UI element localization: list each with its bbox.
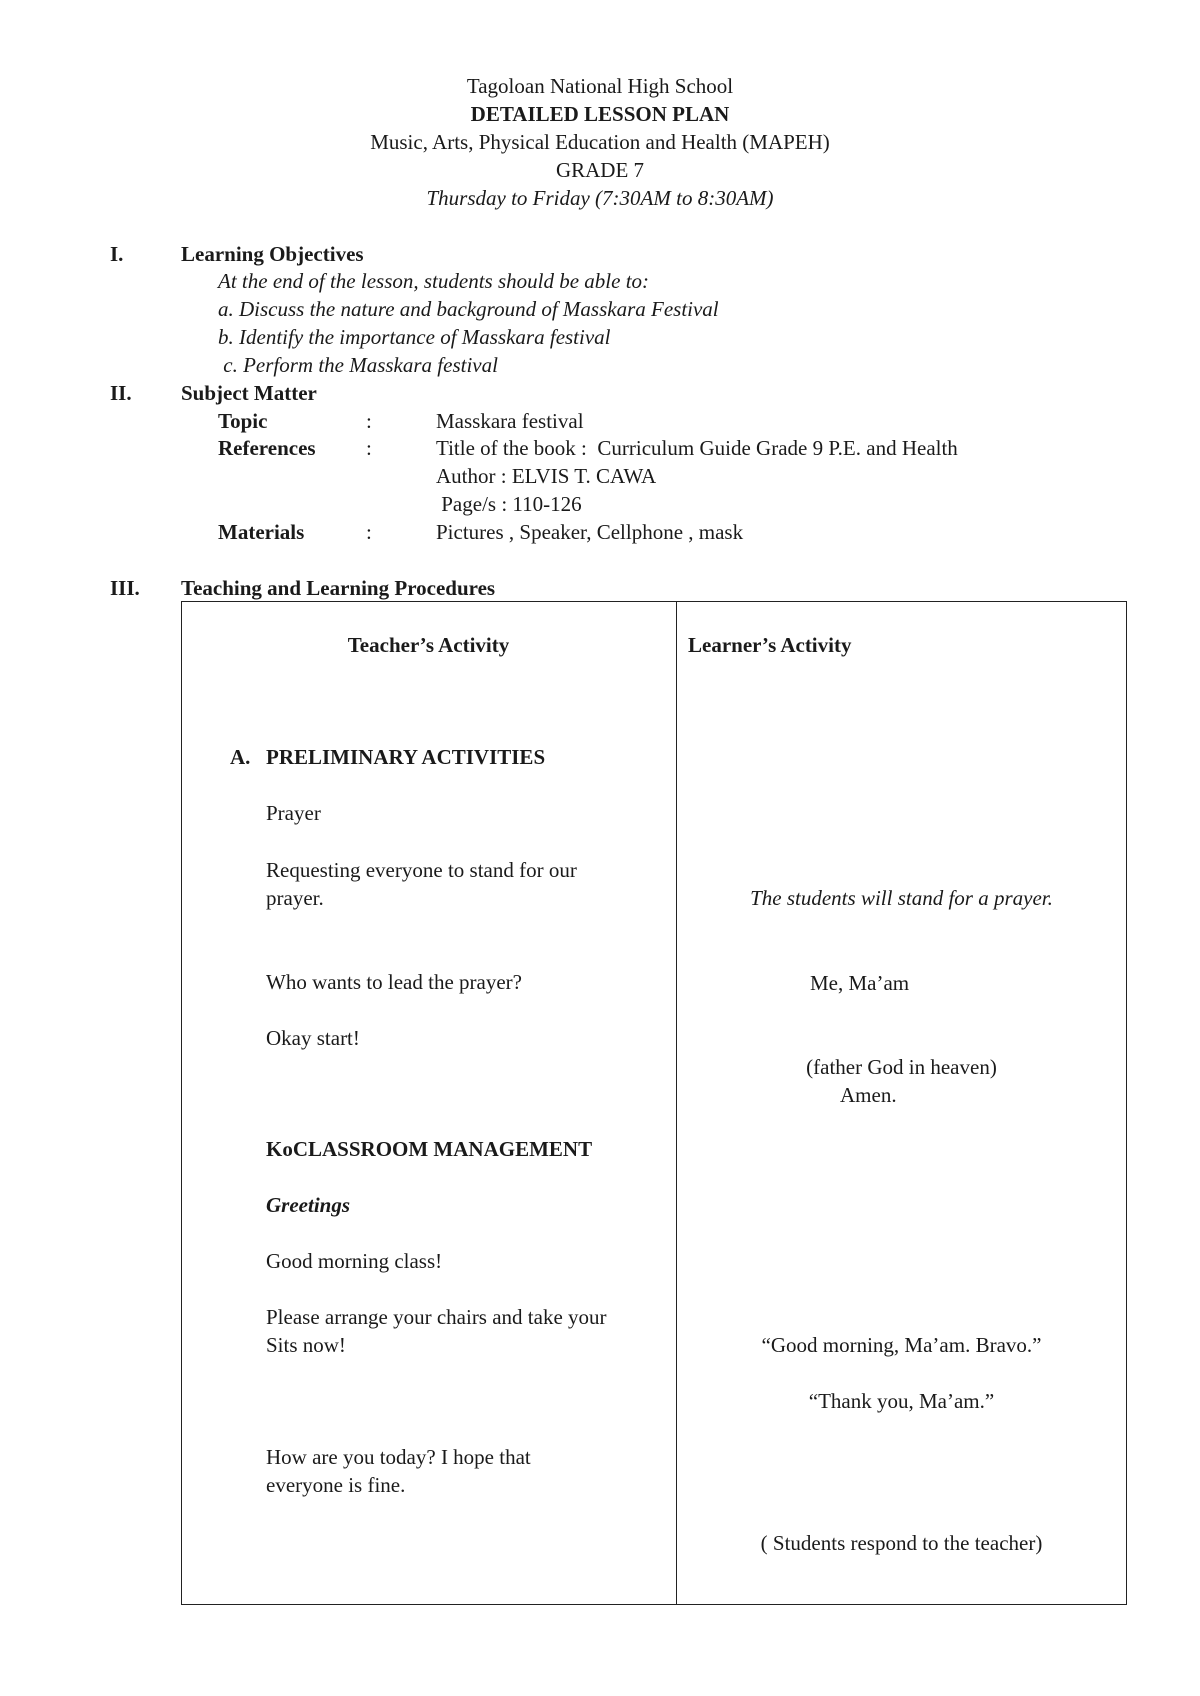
objective-item: a. Discuss the nature and background of Masskara Festival xyxy=(218,297,719,321)
prayer-label: Prayer xyxy=(266,801,321,825)
materials-label: Materials xyxy=(218,520,305,544)
learner-activity-header: Learner’s Activity xyxy=(688,633,852,657)
references-colon: : xyxy=(366,436,372,460)
objective-item: c. Perform the Masskara festival xyxy=(218,353,498,377)
prelim-letter: A. xyxy=(230,745,251,769)
learner-response: Amen. xyxy=(840,1083,897,1107)
reference-book: Title of the book : Curriculum Guide Grade 9 P.E. and Health xyxy=(436,436,958,460)
teacher-text: Please arrange your chairs and take your xyxy=(266,1305,607,1329)
teacher-text: Sits now! xyxy=(266,1333,346,1357)
section-3-numeral: III. xyxy=(110,576,140,600)
references-label: References xyxy=(218,436,316,460)
subject-line: Music, Arts, Physical Education and Health (MAPEH) xyxy=(370,130,830,154)
greetings-heading: Greetings xyxy=(266,1193,350,1217)
teacher-text: How are you today? I hope that xyxy=(266,1445,531,1469)
teacher-text: Who wants to lead the prayer? xyxy=(266,970,522,994)
teacher-text: Good morning class! xyxy=(266,1249,443,1273)
school-name: Tagoloan National High School xyxy=(466,74,734,98)
reference-author: Author : ELVIS T. CAWA xyxy=(436,464,657,488)
topic-value: Masskara festival xyxy=(436,409,584,433)
learner-response: The students will stand for a prayer. xyxy=(750,886,1053,910)
reference-pages: Page/s : 110-126 xyxy=(436,492,582,516)
topic-colon: : xyxy=(366,409,372,433)
objective-item: b. Identify the importance of Masskara festival xyxy=(218,325,611,349)
learner-response: (father God in heaven) xyxy=(806,1055,997,1079)
teacher-activity-header: Teacher’s Activity xyxy=(347,633,510,657)
section-1-title: Learning Objectives xyxy=(181,242,364,266)
materials-colon: : xyxy=(366,520,372,544)
materials-value: Pictures , Speaker, Cellphone , mask xyxy=(436,520,744,544)
grade-line: GRADE 7 xyxy=(555,158,645,182)
section-3-title: Teaching and Learning Procedures xyxy=(181,576,496,600)
section-2-numeral: II. xyxy=(110,381,132,405)
learner-response: ( Students respond to the teacher) xyxy=(760,1531,1043,1555)
section-2-title: Subject Matter xyxy=(181,381,317,405)
teacher-text: prayer. xyxy=(266,886,324,910)
table-column-divider xyxy=(676,601,677,1605)
learner-response: Me, Ma’am xyxy=(810,971,910,995)
teacher-text: everyone is fine. xyxy=(266,1473,406,1497)
section-1-numeral: I. xyxy=(110,242,124,266)
learner-response: “Good morning, Ma’am. Bravo.” xyxy=(761,1333,1042,1357)
learner-response: “Thank you, Ma’am.” xyxy=(808,1389,995,1413)
teacher-text: Okay start! xyxy=(266,1026,360,1050)
objectives-intro: At the end of the lesson, students should be able to: xyxy=(218,269,650,293)
prelim-title: PRELIMINARY ACTIVITIES xyxy=(266,745,546,769)
document-title: DETAILED LESSON PLAN xyxy=(470,102,730,126)
schedule-line: Thursday to Friday (7:30AM to 8:30AM) xyxy=(426,186,774,210)
classroom-management-heading: KoCLASSROOM MANAGEMENT xyxy=(266,1137,593,1161)
teacher-text: Requesting everyone to stand for our xyxy=(266,858,577,882)
topic-label: Topic xyxy=(218,409,268,433)
